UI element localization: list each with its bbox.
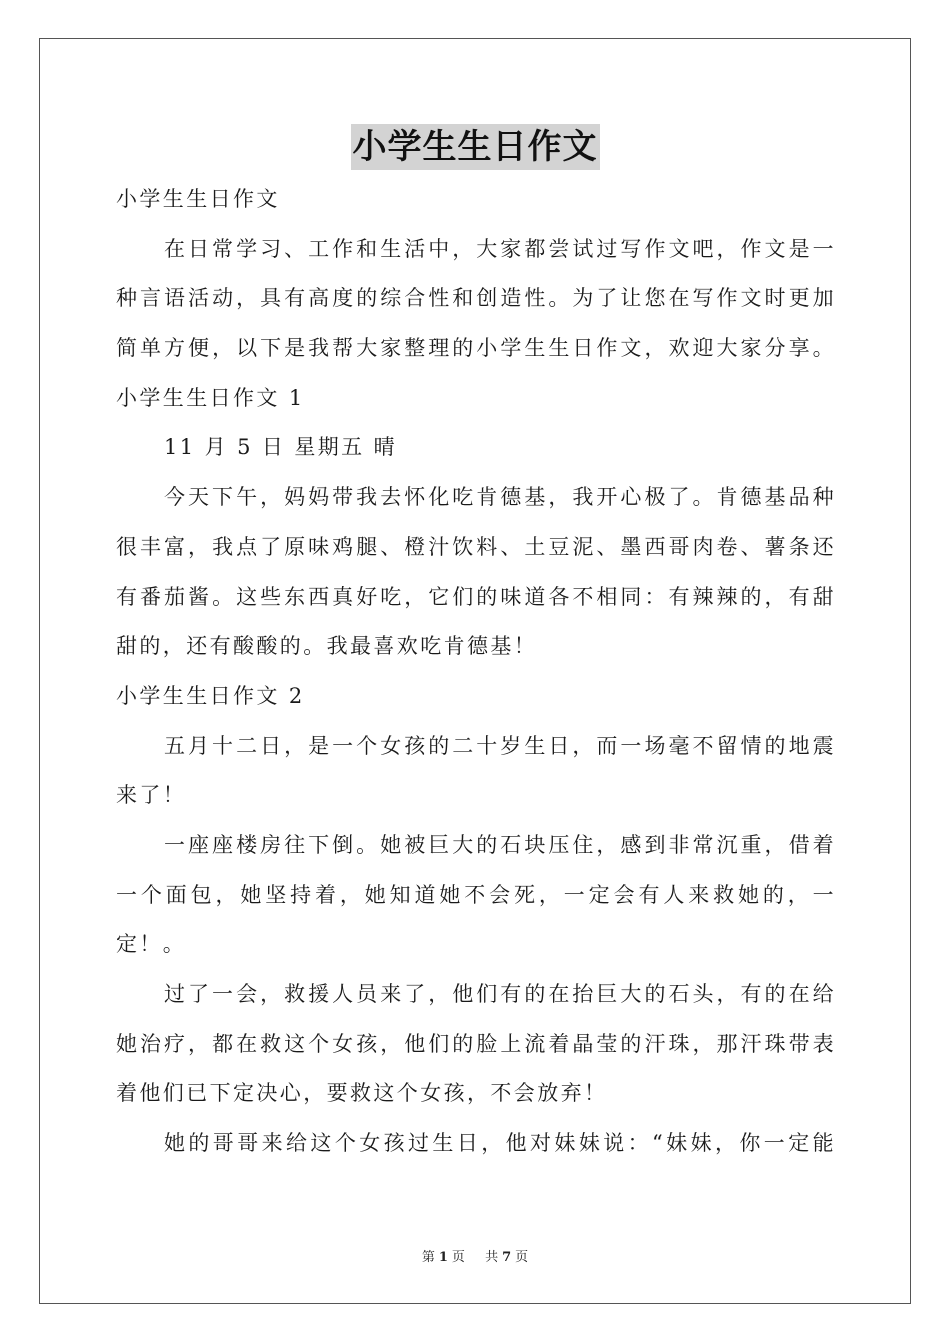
page-footer — [0, 1246, 950, 1265]
page-suffix: 页 — [451, 1250, 465, 1265]
text-line: 一座座楼房往下倒。她被巨大的石块压住，感到非常沉重，借着 — [164, 832, 836, 857]
document-title: 小学生生日作文 — [351, 124, 600, 170]
text-line: 小学生生日作文 1 — [116, 385, 305, 410]
total-prefix: 共 — [485, 1250, 499, 1265]
page-indicator — [418, 1250, 469, 1265]
text-line: 甜的，还有酸酸的。我最喜欢吃肯德基！ — [116, 634, 538, 659]
text-line: 小学生生日作文 2 — [116, 683, 305, 708]
text-line: 小学生生日作文 — [116, 187, 280, 211]
text-line: 定！。 — [116, 932, 187, 957]
total-pages: 7 — [502, 1250, 512, 1265]
text-line: 一个面包，她坚持着，她知道她不会死，一定会有人来救她的，一 — [116, 882, 836, 907]
text-line: 她治疗，都在救这个女孩，他们的脸上流着晶莹的汗珠，那汗珠带表 — [116, 1031, 836, 1056]
text-line: 着他们已下定决心，要救这个女孩，不会放弃！ — [116, 1081, 608, 1106]
text-line: 过了一会，救援人员来了，他们有的在抬巨大的石头，有的在给 — [164, 982, 836, 1006]
text-line: 在日常学习、工作和生活中，大家都尝试过写作文吧，作文是一 — [164, 236, 836, 261]
page-prefix: 第 — [421, 1250, 435, 1265]
text-line: 来了！ — [116, 783, 187, 808]
total-indicator — [481, 1250, 532, 1265]
text-line: 她的哥哥来给这个女孩过生日，他对妹妹说：“妹妹，你一定能 — [164, 1131, 836, 1156]
document-body — [116, 175, 836, 1169]
title-container — [0, 124, 950, 170]
text-line: 很丰富，我点了原味鸡腿、橙汁饮料、土豆泥、墨西哥肉卷、薯条还 — [116, 534, 836, 559]
text-line: 11 月 5 日 星期五 晴 — [164, 435, 398, 460]
page-number: 1 — [438, 1250, 448, 1265]
text-line: 简单方便，以下是我帮大家整理的小学生生日作文，欢迎大家分享。 — [116, 336, 836, 361]
text-line: 有番茄酱。这些东西真好吃，它们的味道各不相同：有辣辣的，有甜 — [116, 584, 836, 609]
text-line: 五月十二日，是一个女孩的二十岁生日，而一场毫不留情的地震 — [164, 733, 836, 758]
text-line: 今天下午，妈妈带我去怀化吃肯德基，我开心极了。肯德基品种 — [164, 485, 836, 510]
text-line: 种言语活动，具有高度的综合性和创造性。为了让您在写作文时更加 — [116, 286, 836, 311]
total-suffix: 页 — [515, 1250, 529, 1265]
